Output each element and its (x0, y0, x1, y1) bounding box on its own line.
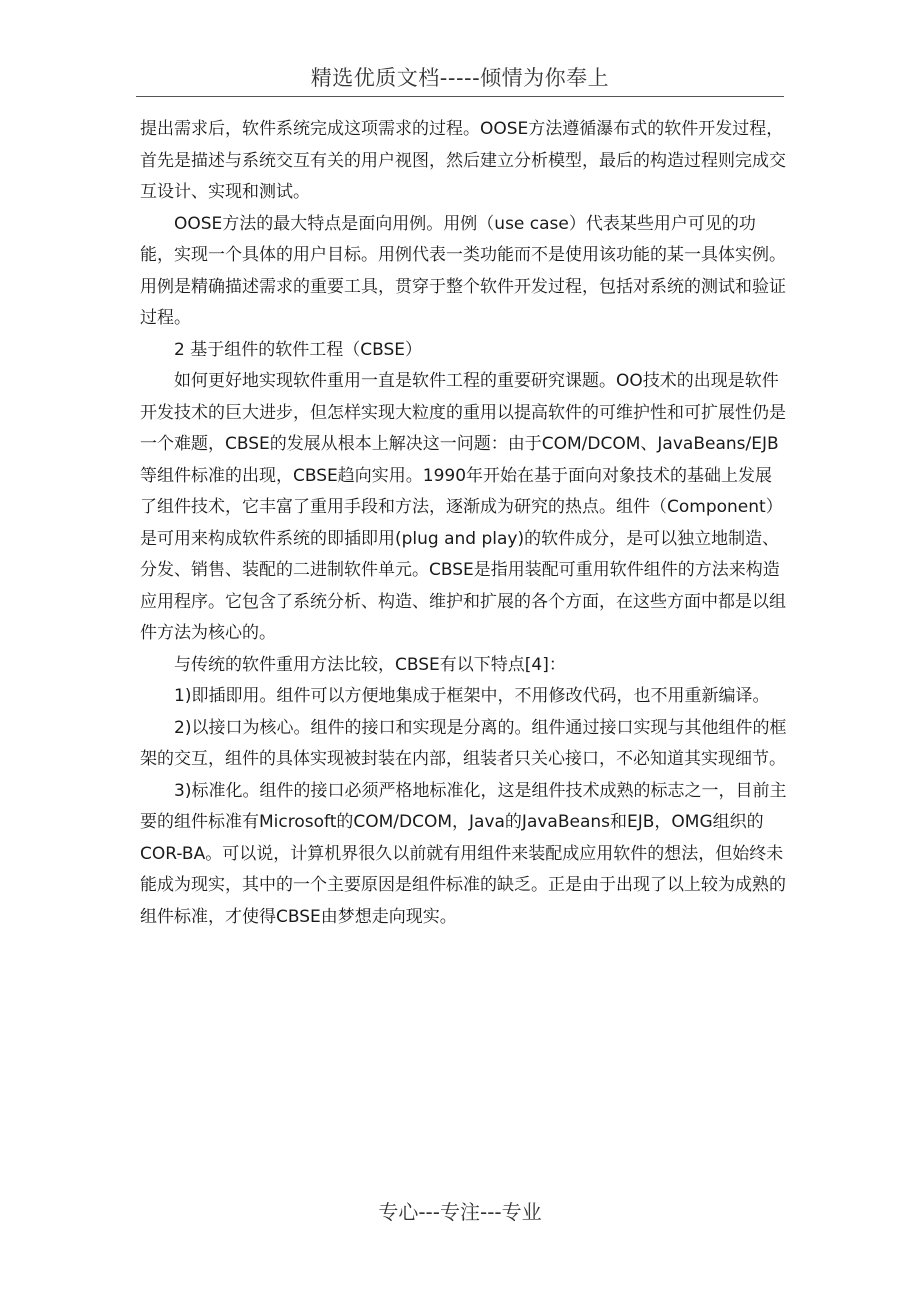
document-body (140, 114, 788, 933)
list-item: 2)以接口为核心。组件的接口和实现是分离的。组件通过接口实现与其他组件的框架的交互，组件的具体实现被封装在内部，组装者只关心接口，不必知道其实现细节。 (140, 717, 787, 769)
header-divider (136, 96, 784, 97)
paragraph: 如何更好地实现软件重用一直是软件工程的重要研究课题。OO技术的出现是软件开发技术的巨大进步，但怎样实现大粒度的重用以提高软件的可维护性和可扩展性仍是一个难题，CBSE的发展从根本上解决这一问题：由于COM/DCOM、JavaBeans/EJB等组件标准的出现，CBSE趋向实用。1990年开始在基于面向对象技术的基础上发展了组件技术，它丰富了重用手段和方法，逐渐成为研究的热点。组件（Component）是可用来构成软件系统的即插即用(plug and play)的软件成分，是可以独立地制造、分发、销售、装配的二进制软件单元。CBSE是指用装配可重用软件组件的方法来构造应用程序。它包含了系统分析、构造、维护和扩展的各个方面，在这些方面中都是以组件方法为核心的。 (140, 371, 786, 643)
list-item: 3)标准化。组件的接口必须严格地标准化，这是组件技术成熟的标志之一，目前主要的组件标准有Microsoft的COM/DCOM，Java的JavaBeans和EJB，OMG组织的COR-BA。可以说，计算机界很久以前就有用组件来装配成应用软件的想法，但始终未能成为现实，其中的一个主要原因是组件标准的缺乏。正是由于出现了以上较为成熟的组件标准，才使得CBSE由梦想走向现实。 (140, 780, 787, 927)
list-item: 1)即插即用。组件可以方便地集成于框架中，不用修改代码，也不用重新编译。 (174, 686, 770, 706)
section-heading: 2 基于组件的软件工程（CBSE） (174, 339, 422, 360)
paragraph: OOSE方法的最大特点是面向用例。用例（use case）代表某些用户可见的功能，实现一个具体的用户目标。用例代表一类功能而不是使用该功能的某一具体实例。用例是精确描述需求的重要工具，贯穿于整个软件开发过程，包括对系统的测试和验证过程。 (140, 213, 786, 328)
page-footer: 专心---专注---专业 (378, 1200, 542, 1224)
paragraph: 与传统的软件重用方法比较，CBSE有以下特点[4]： (174, 654, 566, 675)
page-header-title: 精选优质文档-----倾情为你奉上 (310, 66, 610, 90)
paragraph: 提出需求后，软件系统完成这项需求的过程。OOSE方法遵循瀑布式的软件开发过程，首先是描述与系统交互有关的用户视图，然后建立分析模型，最后的构造过程则完成交互设计、实现和测试。 (140, 119, 786, 202)
